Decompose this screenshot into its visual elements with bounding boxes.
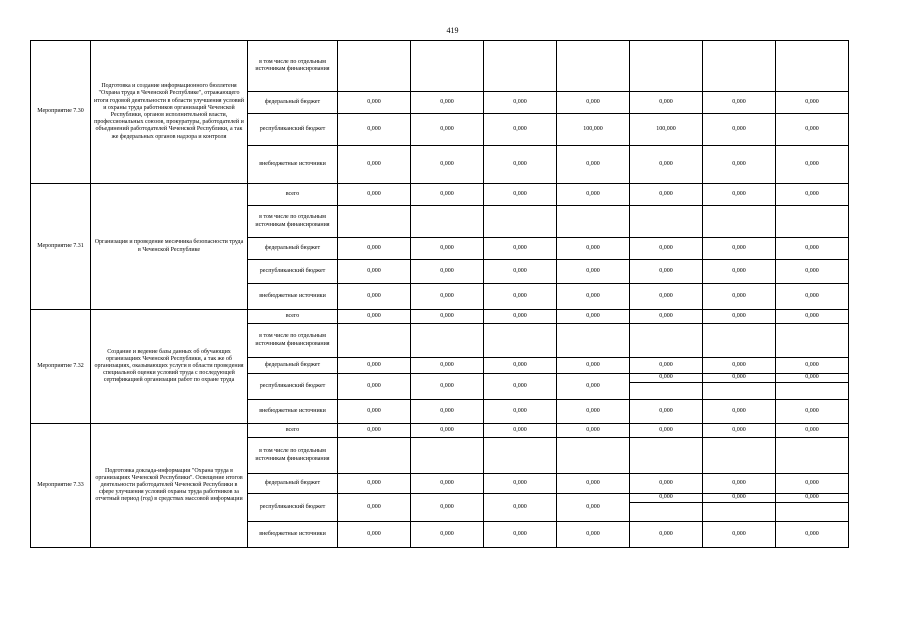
- value-cell: 0,000: [776, 146, 849, 184]
- event-code: Мероприятие 7.31: [31, 184, 91, 310]
- value-cell: 0,000: [630, 400, 703, 424]
- value-cell: [703, 438, 776, 474]
- value-cell: [703, 374, 776, 400]
- value-cell: 0,000: [484, 92, 557, 114]
- value-split-top: 0,000: [630, 494, 702, 503]
- value-cell: 0,000: [338, 424, 411, 438]
- value-cell: 0,000: [630, 522, 703, 548]
- page-number: 419: [446, 26, 459, 35]
- value-cell: 0,000: [411, 474, 484, 494]
- value-cell: [338, 324, 411, 358]
- funding-source-label: республиканский бюджет: [248, 494, 338, 522]
- table-row: [31, 41, 849, 92]
- value-cell: 0,000: [338, 184, 411, 206]
- value-cell: 0,000: [703, 184, 776, 206]
- value-cell: 0,000: [776, 358, 849, 374]
- value-cell: 0,000: [484, 400, 557, 424]
- value-cell: 0,000: [557, 238, 630, 260]
- value-cell: 0,000: [411, 358, 484, 374]
- value-cell: 0,000: [338, 146, 411, 184]
- funding-source-label: в том числе по отдельным источникам финансирования: [248, 41, 338, 92]
- funding-source-label: федеральный бюджет: [248, 474, 338, 494]
- value-cell: 0,000: [411, 424, 484, 438]
- value-cell: [703, 41, 776, 92]
- value-cell: 0,000: [411, 92, 484, 114]
- funding-source-label: в том числе по отдельным источникам финансирования: [248, 324, 338, 358]
- value-cell: 0,000: [557, 424, 630, 438]
- event-code: Мероприятие 7.33: [31, 424, 91, 548]
- value-cell: 0,000: [776, 260, 849, 284]
- value-cell: [630, 324, 703, 358]
- value-split-top: 0,000: [630, 374, 702, 383]
- value-cell: 0,000: [338, 284, 411, 310]
- value-cell: 0,000: [557, 184, 630, 206]
- value-split-top: 0,000: [776, 494, 848, 503]
- value-cell: 0,000: [338, 522, 411, 548]
- funding-source-label: федеральный бюджет: [248, 238, 338, 260]
- table-row: [31, 184, 849, 206]
- value-cell: 0,000: [776, 522, 849, 548]
- funding-source-label: внебюджетные источники: [248, 400, 338, 424]
- funding-source-label: всего: [248, 184, 338, 206]
- value-cell: 0,000: [484, 114, 557, 146]
- value-cell: 0,000: [411, 400, 484, 424]
- value-cell: 0,000: [703, 284, 776, 310]
- event-description: Организация и проведение месячника безопасности труда в Чеченской Республике: [91, 184, 248, 310]
- value-cell: 100,000: [630, 114, 703, 146]
- value-cell: 0,000: [557, 146, 630, 184]
- value-cell: 0,000: [411, 494, 484, 522]
- value-cell: 0,000: [338, 238, 411, 260]
- value-cell: 0,000: [630, 260, 703, 284]
- funding-source-label: федеральный бюджет: [248, 358, 338, 374]
- value-cell: 0,000: [776, 92, 849, 114]
- value-cell: [703, 494, 776, 522]
- value-cell: [776, 324, 849, 358]
- value-cell: 0,000: [703, 114, 776, 146]
- value-cell: 0,000: [703, 474, 776, 494]
- value-cell: [484, 206, 557, 238]
- event-code: Мероприятие 7.30: [31, 41, 91, 184]
- value-cell: [484, 324, 557, 358]
- value-cell: 0,000: [338, 358, 411, 374]
- value-cell: 0,000: [630, 474, 703, 494]
- value-cell: 100,000: [557, 114, 630, 146]
- value-cell: 0,000: [338, 260, 411, 284]
- table-row: [31, 424, 849, 438]
- value-cell: 0,000: [411, 522, 484, 548]
- value-split-top: 0,000: [703, 374, 775, 383]
- value-cell: 0,000: [703, 400, 776, 424]
- value-cell: [630, 438, 703, 474]
- event-description: Создание и ведение базы данных об обучающих организациях Чеченской Республики, а так же об организациях, оказывающих услуги в области проведения специальной оценки условий труда с последующей сертификацией организации работ по охране труда: [91, 310, 248, 424]
- value-cell: [557, 438, 630, 474]
- value-cell: [411, 324, 484, 358]
- value-cell: 0,000: [557, 374, 630, 400]
- value-cell: 0,000: [338, 92, 411, 114]
- value-cell: 0,000: [776, 310, 849, 324]
- value-cell: 0,000: [411, 146, 484, 184]
- value-cell: [630, 206, 703, 238]
- value-cell: 0,000: [776, 400, 849, 424]
- value-cell: 0,000: [557, 260, 630, 284]
- value-cell: [630, 374, 703, 400]
- value-cell: 0,000: [703, 146, 776, 184]
- value-cell: 0,000: [630, 424, 703, 438]
- value-cell: 0,000: [557, 494, 630, 522]
- value-cell: 0,000: [484, 260, 557, 284]
- value-cell: 0,000: [557, 358, 630, 374]
- value-cell: [703, 206, 776, 238]
- value-cell: 0,000: [630, 238, 703, 260]
- value-cell: 0,000: [411, 184, 484, 206]
- value-cell: 0,000: [338, 114, 411, 146]
- value-cell: 0,000: [411, 374, 484, 400]
- value-cell: 0,000: [484, 494, 557, 522]
- value-cell: [338, 41, 411, 92]
- value-cell: 0,000: [776, 238, 849, 260]
- value-cell: [411, 438, 484, 474]
- funding-source-label: в том числе по отдельным источникам финансирования: [248, 206, 338, 238]
- value-cell: [338, 438, 411, 474]
- value-cell: 0,000: [484, 358, 557, 374]
- value-cell: 0,000: [776, 114, 849, 146]
- value-cell: 0,000: [484, 522, 557, 548]
- value-cell: 0,000: [557, 474, 630, 494]
- table-row: [31, 310, 849, 324]
- value-cell: 0,000: [484, 284, 557, 310]
- event-description: Подготовка и создание информационного бюллетеня "Охрана труда в Чеченской Республике", отражающего итоги годовой деятельности в области улучшения условий и охраны труда работников организаций Чеченской Республики, органов исполнительной власти, профессиональных союзов, прокуратуры, работодателей и объединений работодателей Чеченской Республики, а так же федеральных органов надзора и контроля: [91, 41, 248, 184]
- value-cell: 0,000: [484, 374, 557, 400]
- value-cell: 0,000: [703, 260, 776, 284]
- funding-source-label: внебюджетные источники: [248, 284, 338, 310]
- value-cell: 0,000: [557, 284, 630, 310]
- value-cell: [776, 438, 849, 474]
- value-cell: [703, 324, 776, 358]
- value-cell: 0,000: [630, 92, 703, 114]
- value-cell: 0,000: [411, 284, 484, 310]
- value-cell: 0,000: [338, 494, 411, 522]
- value-cell: [484, 438, 557, 474]
- value-cell: [411, 41, 484, 92]
- value-cell: 0,000: [484, 146, 557, 184]
- value-cell: 0,000: [630, 184, 703, 206]
- budget-table-body: [31, 41, 849, 548]
- funding-source-label: федеральный бюджет: [248, 92, 338, 114]
- value-cell: [484, 41, 557, 92]
- value-cell: 0,000: [484, 184, 557, 206]
- value-cell: 0,000: [411, 310, 484, 324]
- value-cell: 0,000: [484, 424, 557, 438]
- value-split-top: 0,000: [703, 494, 775, 503]
- value-cell: 0,000: [776, 424, 849, 438]
- value-cell: [557, 324, 630, 358]
- value-cell: 0,000: [703, 358, 776, 374]
- value-cell: 0,000: [776, 474, 849, 494]
- value-cell: [776, 494, 849, 522]
- value-cell: 0,000: [411, 260, 484, 284]
- value-cell: [630, 41, 703, 92]
- event-description: Подготовка доклада-информации "Охрана труда в организациях Чеченской Республики". Освещение итогов деятельности работодателей Чеченской Республики в сфере улучшения условий охраны труда работников за отчетный период (год) в средствах массовой информации: [91, 424, 248, 548]
- value-cell: 0,000: [557, 522, 630, 548]
- value-cell: 0,000: [703, 238, 776, 260]
- value-cell: 0,000: [776, 184, 849, 206]
- value-cell: 0,000: [703, 92, 776, 114]
- funding-source-label: в том числе по отдельным источникам финансирования: [248, 438, 338, 474]
- funding-source-label: внебюджетные источники: [248, 522, 338, 548]
- value-cell: 0,000: [484, 238, 557, 260]
- funding-source-label: республиканский бюджет: [248, 114, 338, 146]
- value-cell: 0,000: [484, 474, 557, 494]
- value-cell: 0,000: [703, 424, 776, 438]
- value-cell: [630, 494, 703, 522]
- value-cell: [776, 41, 849, 92]
- value-cell: 0,000: [411, 114, 484, 146]
- value-cell: 0,000: [630, 358, 703, 374]
- value-cell: 0,000: [557, 310, 630, 324]
- value-cell: 0,000: [557, 92, 630, 114]
- budget-table: [30, 40, 849, 548]
- value-cell: 0,000: [338, 374, 411, 400]
- value-cell: 0,000: [630, 310, 703, 324]
- value-cell: 0,000: [703, 310, 776, 324]
- value-split-top: 0,000: [776, 374, 848, 383]
- value-cell: 0,000: [630, 284, 703, 310]
- value-cell: 0,000: [776, 284, 849, 310]
- value-cell: 0,000: [484, 310, 557, 324]
- value-cell: [776, 374, 849, 400]
- value-cell: [411, 206, 484, 238]
- funding-source-label: всего: [248, 424, 338, 438]
- value-cell: [338, 206, 411, 238]
- value-cell: 0,000: [338, 310, 411, 324]
- value-cell: 0,000: [411, 238, 484, 260]
- value-cell: [557, 41, 630, 92]
- value-cell: 0,000: [338, 400, 411, 424]
- value-cell: 0,000: [557, 400, 630, 424]
- value-cell: [557, 206, 630, 238]
- value-cell: 0,000: [630, 146, 703, 184]
- event-code: Мероприятие 7.32: [31, 310, 91, 424]
- funding-source-label: республиканский бюджет: [248, 260, 338, 284]
- value-cell: 0,000: [703, 522, 776, 548]
- funding-source-label: всего: [248, 310, 338, 324]
- funding-source-label: внебюджетные источники: [248, 146, 338, 184]
- funding-source-label: республиканский бюджет: [248, 374, 338, 400]
- value-cell: 0,000: [338, 474, 411, 494]
- value-cell: [776, 206, 849, 238]
